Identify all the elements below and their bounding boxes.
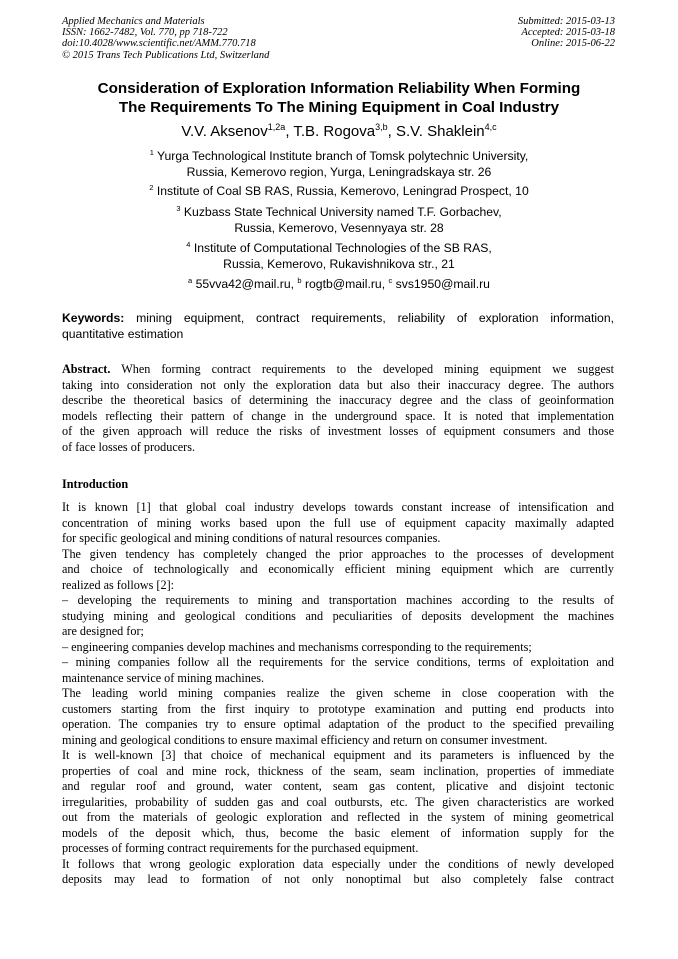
body-text-line: for specific geological and mining conditions of natural resources companies. (62, 531, 441, 545)
body-text-line: mining and geological conditions to ensure maximal efficiency and return on consumer investment. (62, 732, 548, 747)
body-text-line: concentration of mining works based upon the full use of equipment capacity maximally adapted (62, 515, 614, 530)
body-text-line: The given tendency has completely changed the prior approaches to the processes of development (62, 546, 614, 561)
journal-issn: ISSN: 1662-7482, Vol. 770, pp 718-722 (62, 27, 228, 39)
introduction-body (62, 500, 614, 888)
abstract-line (62, 362, 614, 378)
affiliation-line: Yurga Technological Institute branch of Tomsk polytechnic University, (157, 149, 529, 163)
affiliation-sup: 2 (149, 183, 154, 192)
body-text-line: – engineering companies develop machines and mechanisms corresponding to the requirements; (62, 639, 532, 654)
author-name: S.V. Shaklein (395, 123, 485, 140)
abstract-section (62, 362, 614, 455)
body-text-line: It follows that wrong geologic exploration data especially under the conditions of newly developed (62, 856, 614, 871)
body-text-line: customers starting from the first inquiry to prototype examination and putting end products into (62, 701, 614, 716)
author-name: V.V. Aksenov (181, 123, 268, 140)
keywords-section (62, 311, 614, 342)
affiliation-line: Russia, Kemerovo region, Yurga, Leningradskaya str. 26 (186, 164, 492, 179)
affiliation-sup: 3 (176, 204, 181, 213)
author-sup: 4,c (484, 122, 497, 132)
abstract-line: describe the theoretical basics of determining the inaccuracy degree and the class of geoinformation (62, 393, 614, 407)
body-text-line: processes of forming contract requirements for the purchased equipment. (62, 841, 419, 855)
author-separator: , (387, 123, 396, 140)
affiliation-sup: 4 (186, 240, 191, 249)
author-separator: , (285, 123, 294, 140)
body-text-line: models of the deposit which, thus, become the basic element of information supply for the (62, 825, 614, 840)
body-text-line: studying mining and geological conditions and peculiarities of deposits development the machines (62, 608, 614, 623)
body-text-line: – mining companies follow all the requirements for the service conditions, terms of exploitation and (62, 655, 614, 669)
online-date: Online: 2015-06-22 (531, 38, 615, 50)
affiliation-sup: 1 (149, 148, 154, 157)
body-text-line: out from the materials of geologic exploration and reflected in the system of mining geometrical (62, 810, 614, 824)
email-link[interactable]: rogtb@mail.ru (304, 277, 382, 291)
body-text-line: and regular roof and ground, water content, seam gas content, plicative and disjoint tectonic (62, 779, 614, 793)
abstract-label: Abstract. (62, 362, 111, 376)
author-list (62, 122, 616, 142)
body-text-line: – developing the requirements to mining and transportation machines according to the results of (62, 593, 614, 607)
body-text-line: The leading world mining companies realize the given scheme in close cooperation with the (62, 686, 614, 700)
affiliation-3 (62, 205, 616, 236)
abstract-text: When forming contract requirements to the developed mining equipment we suggest (110, 362, 614, 376)
email-sup: b (297, 276, 302, 285)
affiliation-2 (62, 184, 616, 200)
abstract-line: taking into consideration not only the exploration data but also their inaccuracy degree. The authors (62, 377, 614, 392)
keywords-text: mining equipment, contract requirements, reliability of exploration information, (124, 311, 614, 325)
email-sup: c (388, 276, 393, 285)
accepted-date: Accepted: 2015-03-18 (521, 27, 615, 39)
title-line: Consideration of Exploration Information Reliability When Forming (97, 80, 581, 97)
affiliation-line: Kuzbass State Technical University named T.F. Gorbachev, (183, 205, 502, 219)
body-text-line: It is known [1] that global coal industry develops towards constant increase of intensification and (62, 500, 614, 514)
email-link[interactable]: 55vva42@mail.ru (195, 277, 291, 291)
submission-dates (518, 16, 615, 50)
keywords-line (62, 311, 614, 327)
body-text-line: and choice of technologically and economically efficient mining equipment which are currently (62, 562, 614, 576)
body-text-line: It is well-known [3] that choice of mechanical equipment and its parameters is influenced by the (62, 748, 614, 762)
title-line: The Requirements To The Mining Equipment in Coal Industry (118, 99, 560, 116)
body-text-line: are designed for; (62, 624, 144, 638)
body-text-line: realized as follows [2]: (62, 577, 175, 592)
journal-header (62, 16, 269, 61)
affiliation-4 (62, 241, 616, 272)
journal-name: Applied Mechanics and Materials (62, 16, 205, 27)
affiliation-line: Institute of Computational Technologies of the SB RAS, (193, 241, 492, 255)
journal-doi: doi:10.4028/www.scientific.net/AMM.770.718 (62, 38, 256, 50)
email-separator: , (381, 277, 389, 291)
body-text-line: operation. The companies try to ensure optimal adaptation of the product to the specified prevailing (62, 717, 614, 731)
body-text-line: maintenance service of mining machines. (62, 670, 265, 685)
body-text-line: deposits may lead to formation of not only nonoptimal but also completely false contract (62, 872, 614, 886)
section-heading: Introduction (62, 477, 129, 491)
keywords-label: Keywords: (62, 311, 125, 325)
paper-title (62, 79, 616, 117)
journal-copyright: © 2015 Trans Tech Publications Ltd, Switzerland (62, 49, 270, 61)
email-separator: , (290, 277, 298, 291)
submitted-date: Submitted: 2015-03-13 (517, 16, 615, 27)
keywords-line: quantitative estimation (62, 326, 184, 341)
affiliation-line: Russia, Kemerovo, Vesennyaya str. 28 (234, 220, 444, 235)
author-sup: 1,2a (267, 122, 286, 132)
affiliation-line: Institute of Coal SB RAS, Russia, Kemerovo, Leningrad Prospect, 10 (156, 184, 529, 198)
abstract-line: models reflecting their pattern of change in the underground space. It is noted that implementation (62, 408, 614, 423)
abstract-line: of face losses of producers. (62, 439, 195, 454)
author-emails (62, 277, 616, 293)
author-sup: 3,b (375, 122, 388, 132)
abstract-line: of the given approach will reduce the risks of investment losses of equipment consumers and those (62, 424, 614, 438)
body-text-line: irregularities, probability of sudden gas and coal outbursts, etc. The given characteristics are worked (62, 794, 614, 809)
email-link[interactable]: svs1950@mail.ru (395, 277, 490, 291)
author-name: T.B. Rogova (293, 123, 376, 140)
affiliation-line: Russia, Kemerovo, Rukavishnikova str., 21 (223, 256, 455, 271)
affiliation-1 (62, 149, 616, 180)
email-sup: a (188, 276, 193, 285)
body-text-line: properties of coal and mine rock, thickness of the seam, seam inclination, properties of immediate (62, 763, 614, 778)
